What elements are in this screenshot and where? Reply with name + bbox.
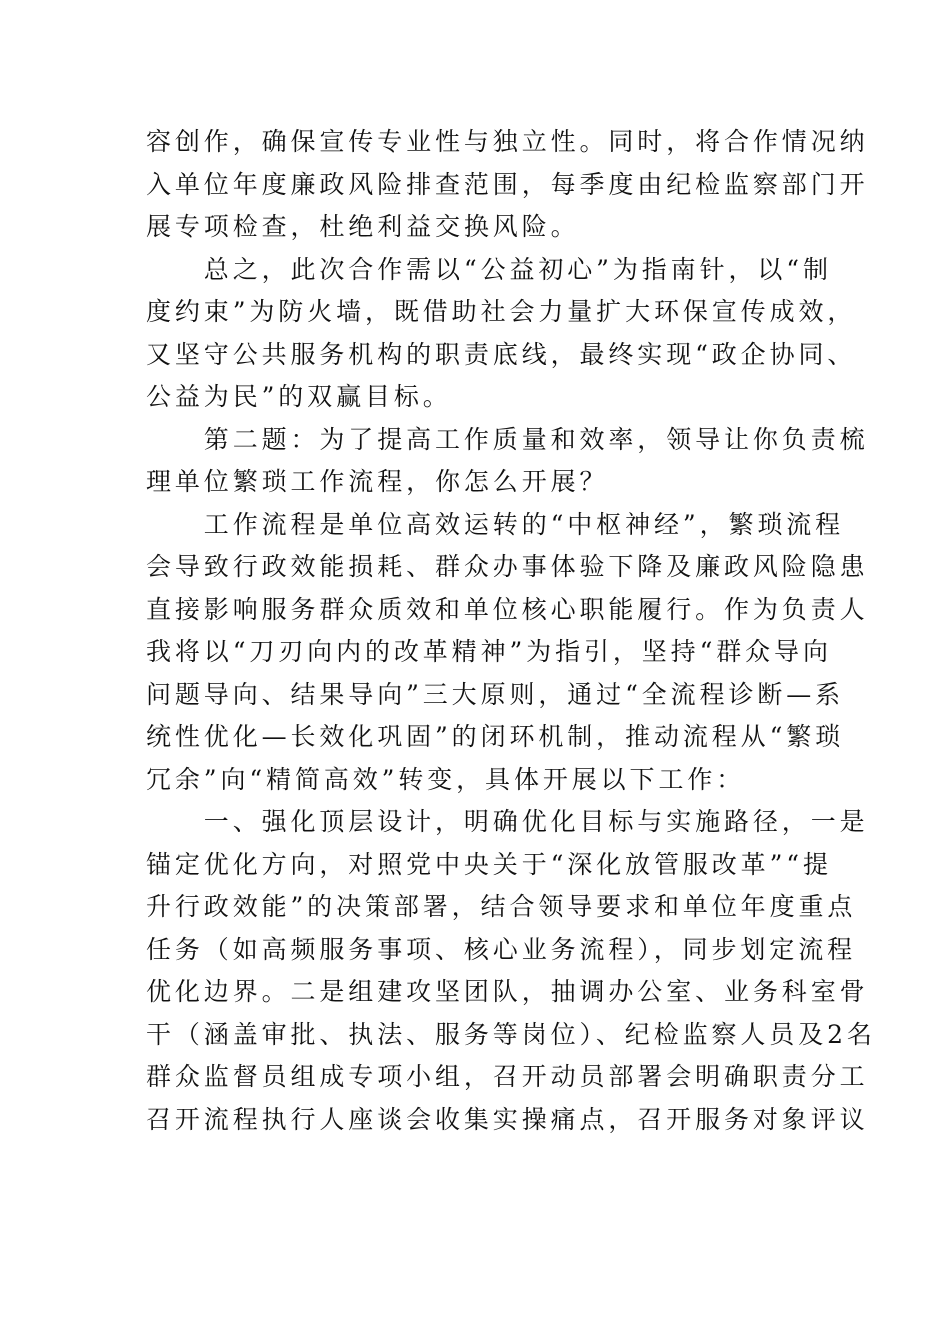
text-line: 任务（如高频服务事项、核心业务流程），同步划定流程 [146, 934, 857, 964]
text-line: 公益为民”的双赢目标。 [146, 382, 452, 411]
text-line: 升行政效能”的决策部署，结合领导要求和单位年度重点 [146, 892, 857, 921]
text-line: 第二题：为了提高工作质量和效率，领导让你负责梳 [146, 424, 869, 454]
text-line: 理单位繁琐工作流程，你怎么开展？ [146, 467, 609, 496]
document-body [146, 121, 876, 1141]
text-line: 问题导向、结果导向”三大原则，通过“全流程诊断—系 [146, 679, 845, 709]
text-line: 召开流程执行人座谈会收集实操痛点，召开服务对象评议 [146, 1104, 869, 1134]
text-line: 直接影响服务群众质效和单位核心职能履行。作为负责人 [146, 594, 869, 624]
text-line: 群众监督员组成专项小组，召开动员部署会明确职责分工 [146, 1062, 869, 1091]
text-line: 度约束”为防火墙，既借助社会力量扩大环保宣传成效， [146, 297, 857, 326]
text-line: 展专项检查，杜绝利益交换风险。 [146, 212, 580, 241]
text-line: 我将以“刀刃向内的改革精神”为指引，坚持“群众导向 [146, 637, 832, 666]
text-line: 锚定优化方向，对照党中央关于“深化放管服改革”“提 [146, 849, 832, 879]
text-line: 容创作，确保宣传专业性与独立性。同时，将合作情况纳 [146, 127, 869, 156]
text-line: 会导致行政效能损耗、群众办事体验下降及廉政风险隐患 [146, 552, 869, 581]
text-line: 一、强化顶层设计，明确优化目标与实施路径，一是 [146, 807, 869, 836]
text-line: 又坚守公共服务机构的职责底线，最终实现“政企协同、 [146, 339, 857, 369]
text-line: 入单位年度廉政风险排查范围，每季度由纪检监察部门开 [146, 169, 869, 199]
text-line: 统性优化—长效化巩固”的闭环机制，推动流程从“繁琐 [146, 722, 845, 751]
text-line: 优化边界。二是组建攻坚团队，抽调办公室、业务科室骨 [146, 977, 869, 1006]
text-line: 工作流程是单位高效运转的“中枢神经”，繁琐流程 [146, 509, 845, 539]
text-line: 干（涵盖审批、执法、服务等岗位）、纪检监察人员及2名 [146, 1019, 876, 1049]
text-line: 冗余”向“精简高效”转变，具体开展以下工作： [146, 764, 746, 794]
text-line: 总之，此次合作需以“公益初心”为指南针，以“制 [146, 254, 832, 284]
